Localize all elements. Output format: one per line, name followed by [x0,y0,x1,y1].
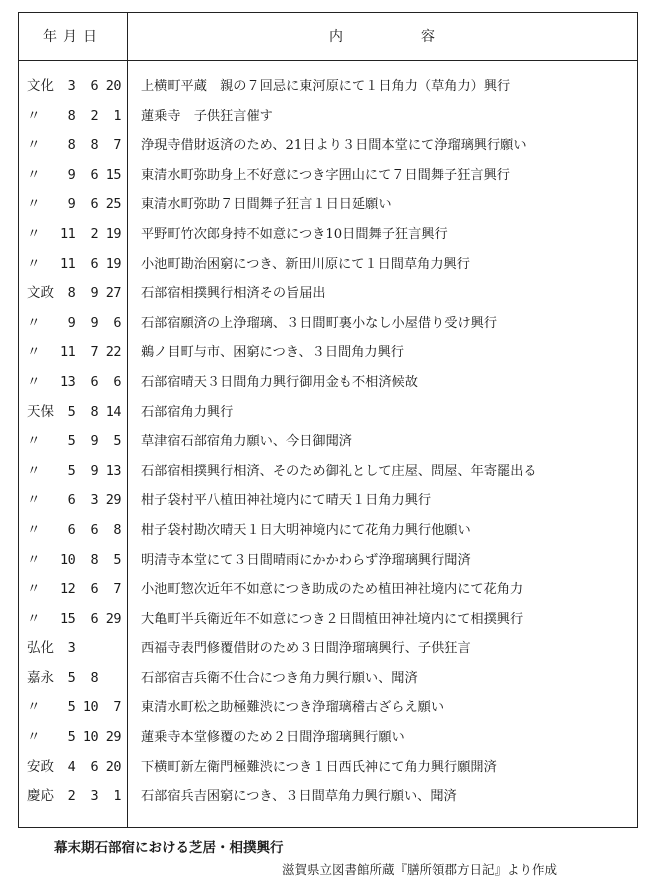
date-cell: 12 6 7 [59,581,121,598]
content-cell: 石部宿相撲興行相済その旨届出 [141,286,326,302]
content-cell: 蓮乗寺本堂修覆のため２日間浄瑠璃興行願い [141,730,405,746]
table-row [19,190,637,220]
table-row [19,427,637,457]
date-cell: 3 6 20 [67,78,121,94]
date-cell: 11 2 19 [59,225,121,242]
table-body [19,72,637,812]
table-row [19,634,637,664]
date-cell: 8 2 1 [67,107,121,124]
events-table [18,12,638,828]
era-cell: 〃 [27,433,41,450]
era-cell: 〃 [27,225,41,242]
era-cell: 文政 [27,285,54,302]
era-cell: 〃 [27,107,41,124]
date-cell: 10 8 5 [59,551,121,568]
content-cell: 明清寺本堂にて３日間晴雨にかかわらず浄瑠璃興行聞済 [141,552,471,568]
content-cell: 東清水町弥助身上不好意につき字囲山にて７日間舞子狂言興行 [141,167,510,183]
date-cell: 11 7 22 [59,344,121,361]
header-date: 年月日 [43,29,103,45]
table-header [19,13,637,61]
content-cell: 石部宿兵吉困窮につき、３日間草角力興行願い、聞済 [141,789,457,805]
table-row [19,309,637,339]
content-cell: 大亀町半兵衛近年不如意につき２日間植田神社境内にて相撲興行 [141,611,524,627]
era-cell: 〃 [27,137,41,154]
content-cell: 柑子袋村勘次晴天１日大明神境内にて花角力興行他願い [141,522,471,538]
era-cell: 〃 [27,610,41,627]
content-cell: 石部宿願済の上浄瑠璃、３日間町裏小なし小屋借り受け興行 [141,315,498,331]
era-cell: 〃 [27,314,41,331]
table-row [19,575,637,605]
content-cell: 小池町惣次近年不如意につき助成のため植田神社境内にて花角力 [141,582,524,598]
content-cell: 西福寺表門修覆借財のため３日間浄瑠璃興行、子供狂言 [141,641,471,657]
content-cell: 東清水町松之助極難渋につき浄瑠璃稽古ざらえ願い [141,700,445,716]
table-row [19,102,637,132]
date-cell: 5 9 13 [67,462,121,479]
date-cell: 5 8 14 [67,403,121,420]
era-cell: 〃 [27,462,41,479]
content-cell: 下横町新左衛門極難渋につき１日西氏神にて角力興行願開済 [141,759,497,775]
content-cell: 石部宿吉兵衛不仕合につき角力興行願い、聞済 [141,670,418,686]
era-cell: 〃 [27,255,41,272]
date-cell: 2 3 1 [67,788,121,805]
date-cell: 8 8 7 [67,137,121,154]
era-cell: 〃 [27,196,41,213]
date-cell: 6 3 29 [67,492,121,509]
era-cell: 〃 [27,492,41,509]
era-cell: 文化 [27,78,54,94]
era-cell: 天保 [27,403,54,420]
table-row [19,72,637,102]
date-cell: 5 10 7 [67,699,121,716]
content-cell: 石部宿相撲興行相済、そのため御礼として庄屋、問屋、年寄罷出る [141,463,537,479]
era-cell: 〃 [27,581,41,598]
content-cell: 蓮乗寺 子供狂言催す [141,108,273,124]
content-cell: 柑子袋村平八植田神社境内にて晴天１日角力興行 [141,493,432,509]
era-cell: 〃 [27,699,41,716]
table-row [19,279,637,309]
date-cell: 6 6 8 [67,521,121,538]
content-cell: 浄現寺借財返済のため、21日より３日間本堂にて浄瑠璃興行願い [141,138,527,154]
date-cell: 15 6 29 [59,610,121,627]
era-cell: 〃 [27,166,41,183]
content-cell: 草津宿石部宿角力願い、今日御聞済 [141,434,352,450]
era-cell: 嘉永 [27,669,54,686]
table-row [19,250,637,280]
table-row [19,161,637,191]
table-row [19,220,637,250]
era-cell: 弘化 [27,640,54,657]
date-cell: 9 6 25 [67,196,121,213]
source-note: 滋賀県立図書館所蔵『膳所領郡方日記』より作成 [282,862,558,877]
table-row [19,664,637,694]
date-cell: 3 [67,640,121,657]
content-cell: 石部宿晴天３日間角力興行御用金も不相済候故 [141,374,418,390]
era-cell: 安政 [27,758,54,775]
header-content: 内容 [329,29,513,45]
era-cell: 〃 [27,373,41,390]
table-caption: 幕末期石部宿における芝居・相撲興行 [54,840,284,856]
content-cell: 上横町平蔵 親の７回忌に東河原にて１日角力（草角力）興行 [141,79,511,94]
table-row [19,546,637,576]
date-cell: 13 6 6 [59,373,121,390]
content-cell: 東清水町弥助７日間舞子狂言１日日延願い [141,197,392,213]
date-cell: 5 9 5 [67,433,121,450]
table-row [19,723,637,753]
content-cell: 鵜ノ目町与市、困窮につき、３日間角力興行 [141,345,404,361]
table-row [19,782,637,812]
date-cell: 9 6 15 [67,166,121,183]
table-row [19,131,637,161]
table-row [19,753,637,783]
content-cell: 石部宿角力興行 [141,404,234,420]
era-cell: 慶応 [27,788,54,805]
table-row [19,398,637,428]
era-cell: 〃 [27,551,41,568]
content-cell: 平野町竹次郎身持不如意につき10日間舞子狂言興行 [141,226,448,242]
date-cell: 4 6 20 [67,758,121,775]
content-cell: 小池町勘治困窮につき、新田川原にて１日間草角力興行 [141,256,470,272]
date-cell: 11 6 19 [59,255,121,272]
table-row [19,605,637,635]
table-row [19,693,637,723]
table-row [19,516,637,546]
era-cell: 〃 [27,521,41,538]
table-row [19,368,637,398]
date-cell: 9 9 6 [67,314,121,331]
date-cell: 5 10 29 [67,729,121,746]
date-cell: 5 8 [67,669,121,686]
era-cell: 〃 [27,344,41,361]
table-row [19,457,637,487]
era-cell: 〃 [27,729,41,746]
table-row [19,338,637,368]
table-row [19,486,637,516]
date-cell: 8 9 27 [67,285,121,302]
